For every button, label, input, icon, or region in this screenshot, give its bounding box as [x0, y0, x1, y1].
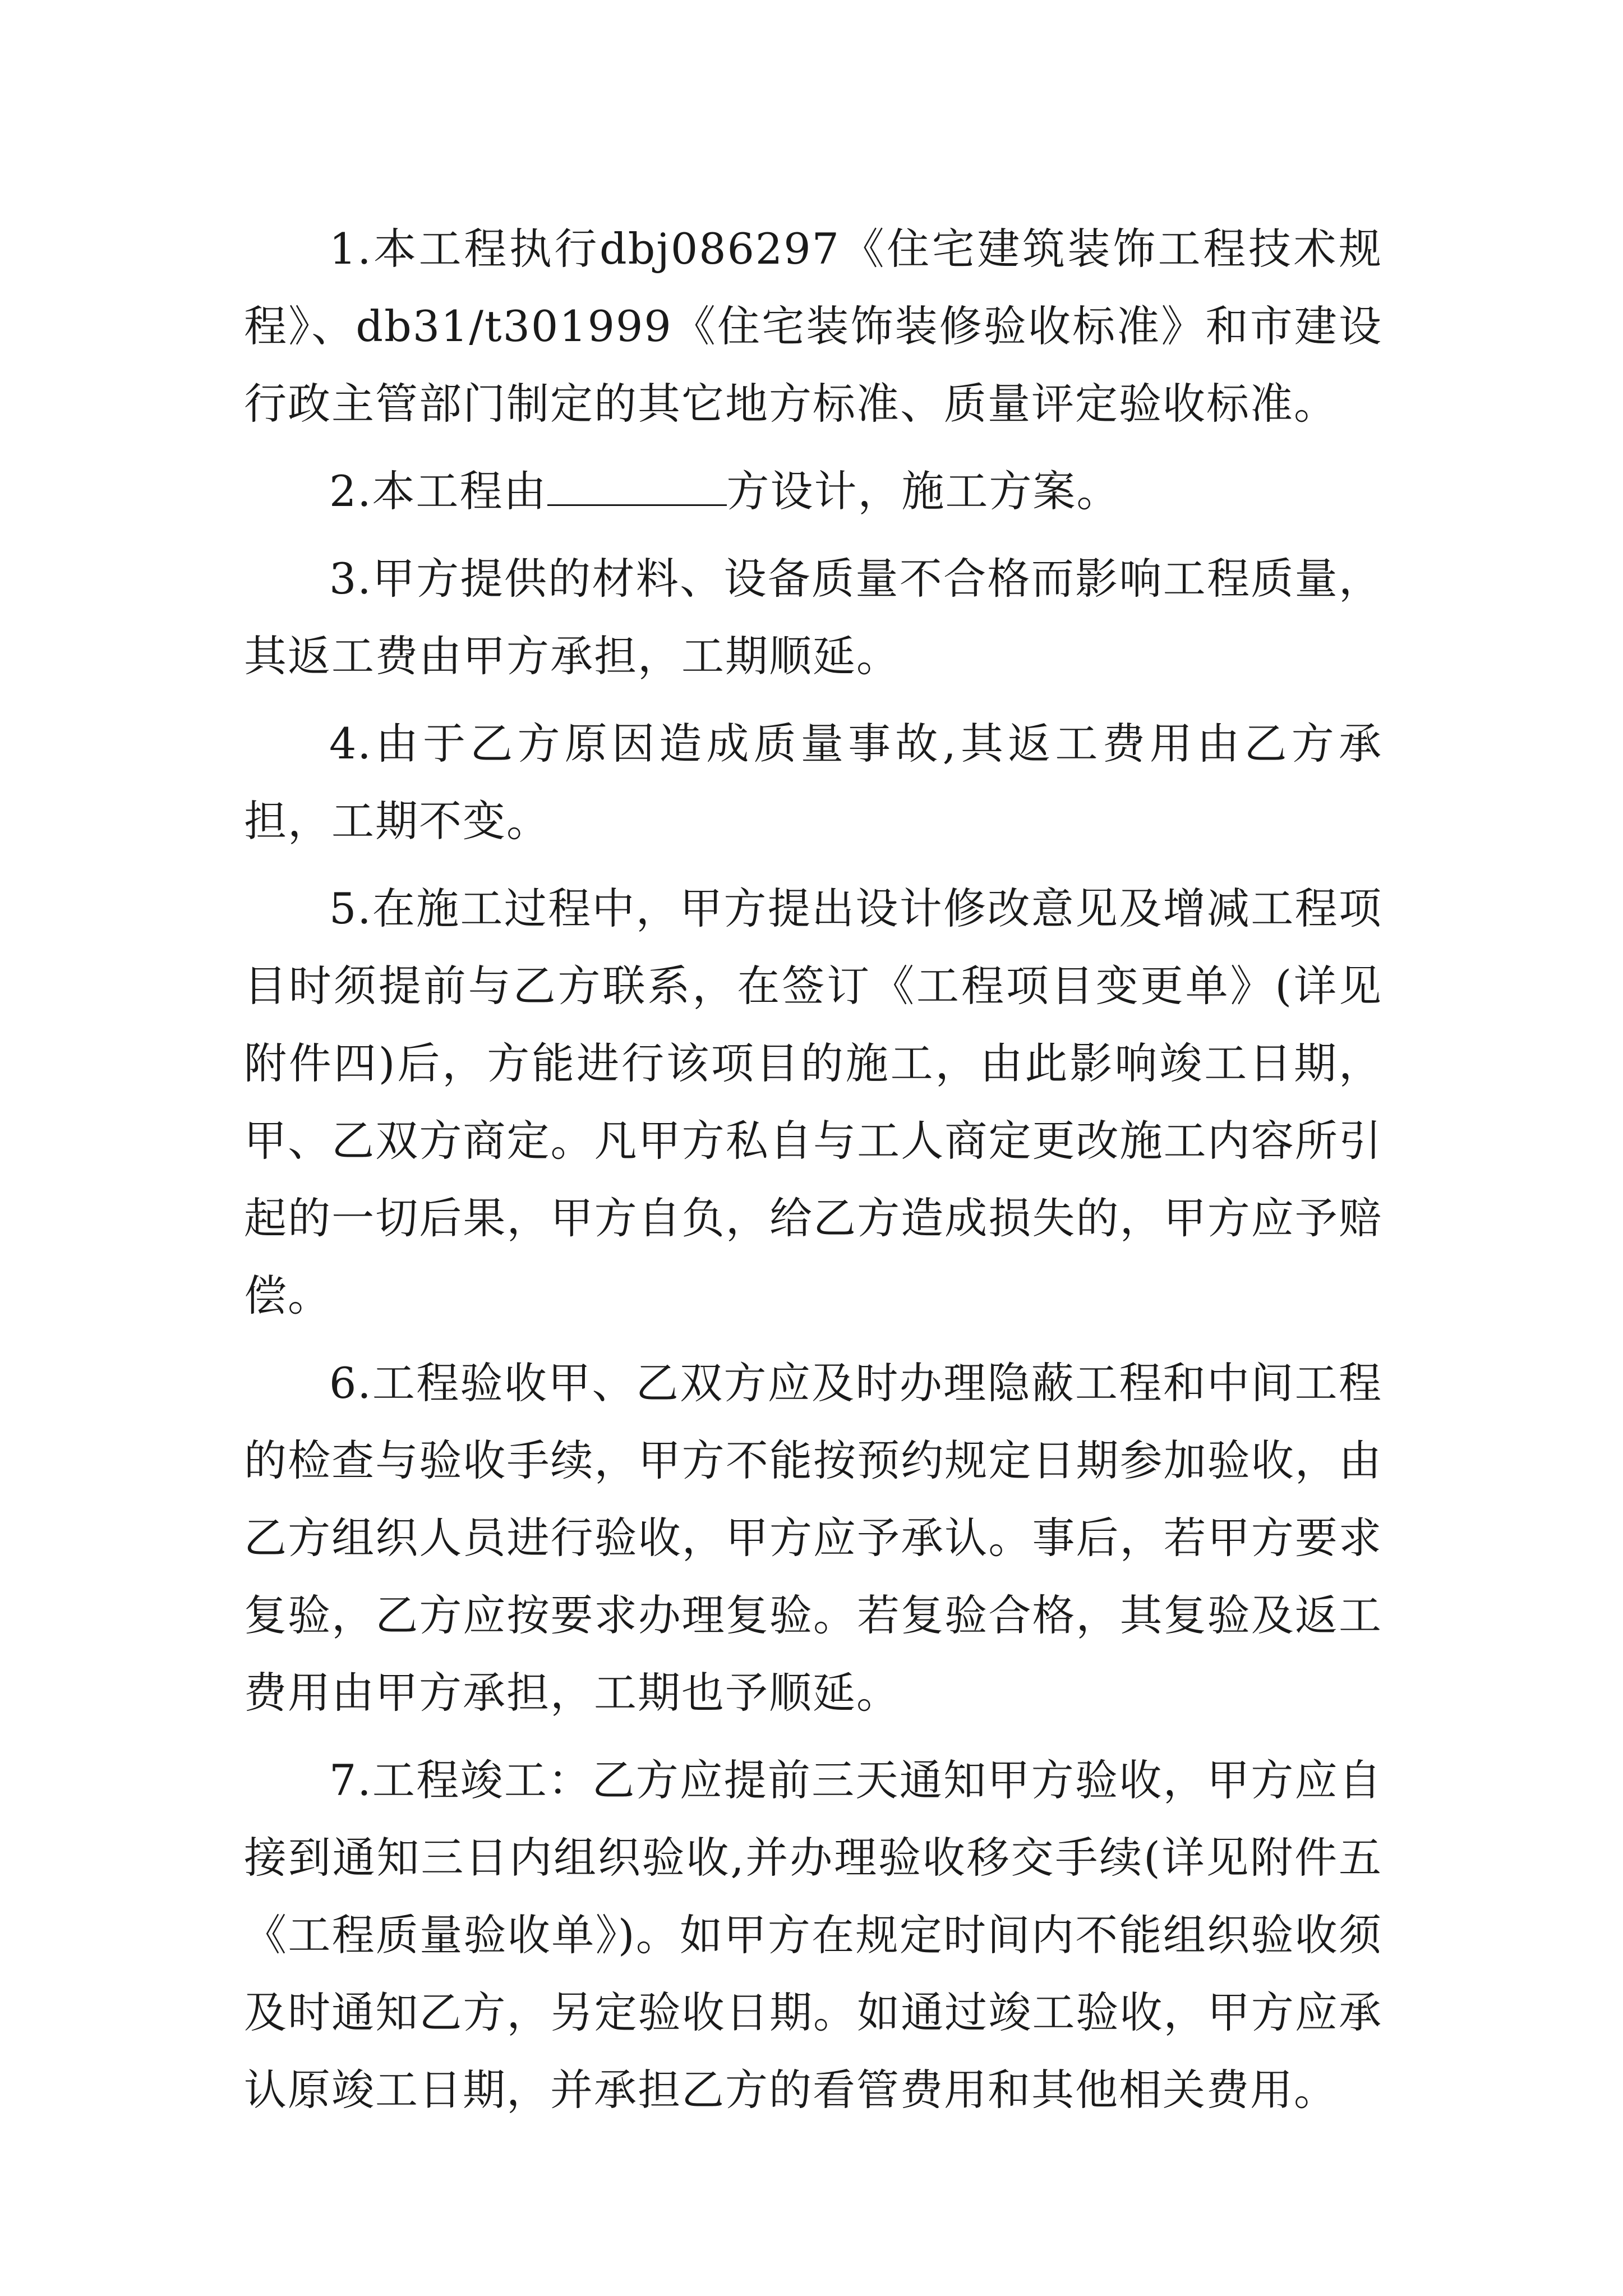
clause-3: 3.甲方提供的材料、设备质量不合格而影响工程质量，其返工费由甲方承担，工期顺延。 — [244, 554, 1382, 681]
clause-5: 5.在施工过程中，甲方提出设计修改意见及增减工程项目时须提前与乙方联系，在签订《工程项目变更单》(详见附件四)后，方能进行该项目的施工，由此影响竣工日期，甲、乙双方商定。凡甲方私自与工人商定更改施工内容所引起的一切后果，甲方自负，给乙方造成损失的，甲方应予赔偿。 — [244, 884, 1382, 1320]
clause-7: 7.工程竣工：乙方应提前三天通知甲方验收，甲方应自接到通知三日内组织验收,并办理验收移交手续(详见附件五《工程质量验收单》)。如甲方在规定时间内不能组织验收须及时通知乙方，另定验收日期。如通过竣工验收，甲方应承认原竣工日期，并承担乙方的看管费用和其他相关费用。 — [244, 1755, 1382, 2115]
clause-2-after: 方设计，施工方案。 — [726, 466, 1121, 516]
clause-1: 1.本工程执行dbj086297《住宅建筑装饰工程技术规程》、db31/t301999《住宅装饰装修验收标准》和市建设行政主管部门制定的其它地方标准、质量评定验收标准。 — [244, 224, 1382, 429]
clause-2 — [244, 453, 1382, 530]
document-body — [244, 210, 1382, 2139]
fill-in-blank — [547, 465, 727, 506]
clause-6: 6.工程验收甲、乙双方应及时办理隐蔽工程和中间工程的检查与验收手续，甲方不能按预约规定日期参加验收，由乙方组织人员进行验收，甲方应予承认。事后，若甲方要求复验，乙方应按要求办理复验。若复验合格，其复验及返工费用由甲方承担，工期也予顺延。 — [244, 1358, 1382, 1718]
clause-2-before: 2.本工程由 — [329, 466, 547, 516]
clause-4: 4.由于乙方原因造成质量事故,其返工费用由乙方承担，工期不变。 — [244, 719, 1382, 846]
